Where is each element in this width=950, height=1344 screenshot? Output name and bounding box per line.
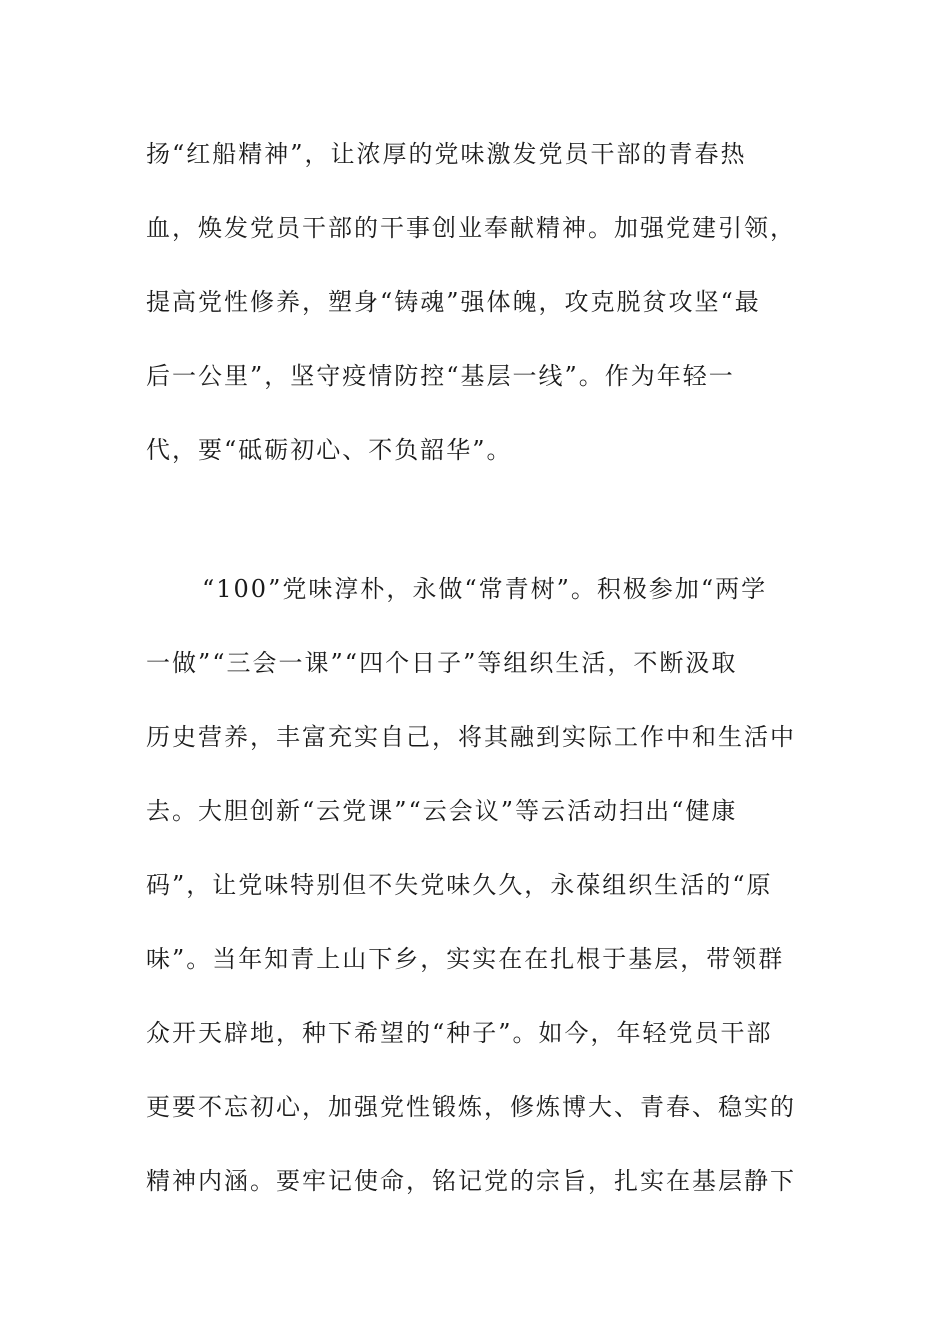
text-line: 血，焕发党员干部的干事创业奉献精神。加强党建引领， — [146, 214, 796, 242]
text-line: 提高党性修养，塑身“铸魂”强体魄，攻克脱贫攻坚“最 — [146, 288, 761, 316]
text-line: 码”，让党味特别但不失党味久久，永葆组织生活的“原 — [146, 871, 773, 899]
text-line: 扬“红船精神”，让浓厚的党味激发党员干部的青春热 — [146, 140, 747, 168]
text-line: 去。大胆创新“云党课”“云会议”等云活动扫出“健康 — [146, 797, 738, 825]
text-line: 精神内涵。要牢记使命，铭记党的宗旨，扎实在基层静下 — [146, 1167, 796, 1195]
text-line: 更要不忘初心，加强党性锻炼，修炼博大、青春、稳实的 — [146, 1093, 796, 1121]
text-line: 代，要“砥砺初心、不负韶华”。 — [146, 436, 513, 464]
text-line: 历史营养，丰富充实自己，将其融到实际工作中和生活中 — [146, 723, 796, 751]
text-line: 味”。当年知青上山下乡，实实在在扎根于基层，带领群 — [146, 945, 785, 973]
text-line: “100”党味淳朴，永做“常青树”。积极参加“两学 — [202, 575, 768, 603]
text-line: 一做”“三会一课”“四个日子”等组织生活，不断汲取 — [146, 649, 738, 677]
text-line: 后一公里”，坚守疫情防控“基层一线”。作为年轻一 — [146, 362, 735, 390]
text-line: 众开天辟地，种下希望的“种子”。如今，年轻党员干部 — [146, 1019, 773, 1047]
